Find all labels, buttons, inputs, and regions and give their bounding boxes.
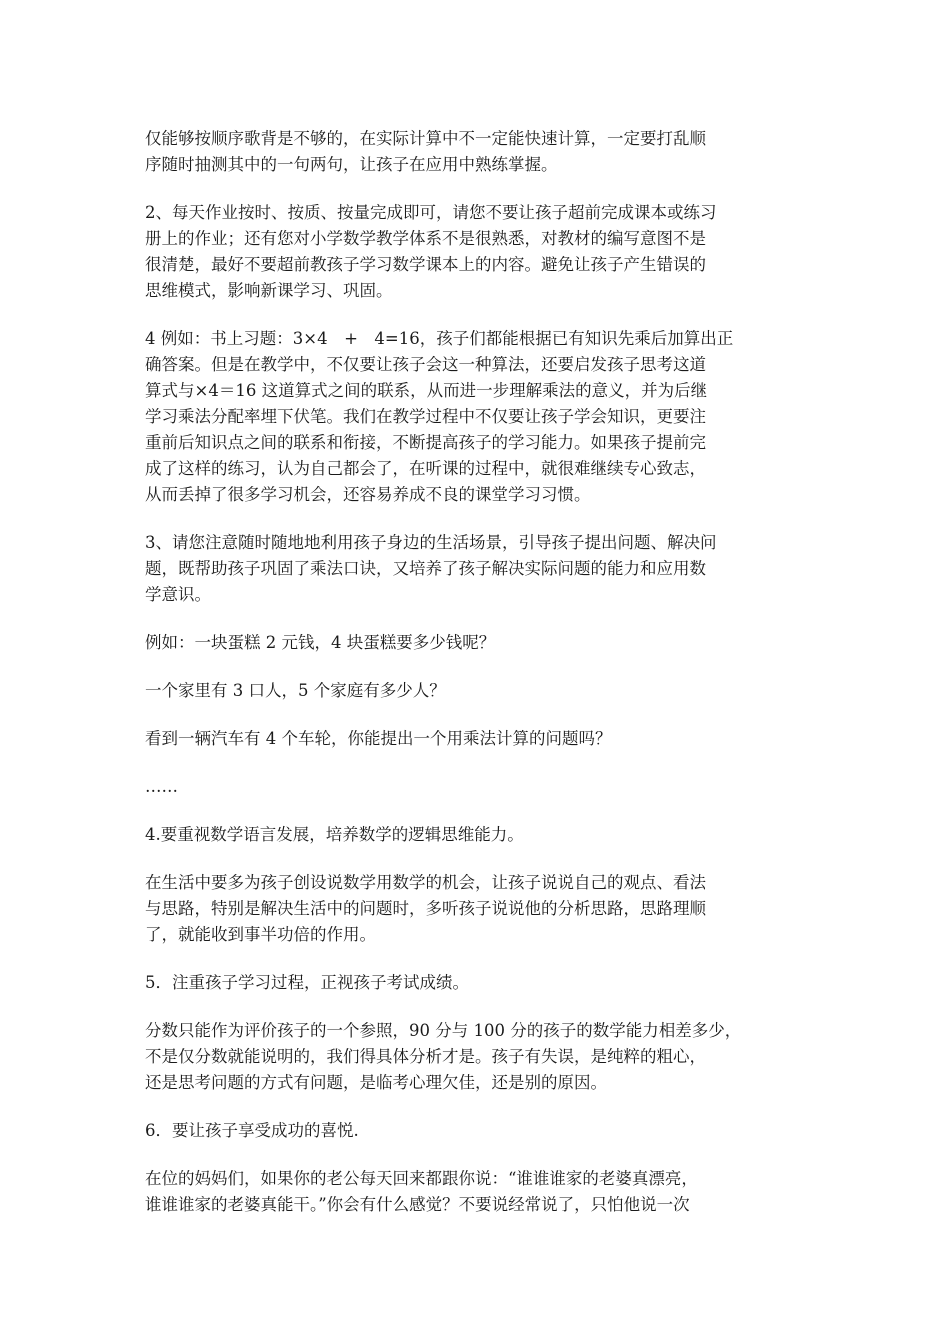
paragraph (145, 822, 810, 848)
text-line: 与思路，特别是解决生活中的问题时，多听孩子说说他的分析思路，思路理顺 (145, 899, 706, 918)
text-line: 从而丢掉了很多学习机会，还容易养成不良的课堂学习习惯。 (145, 485, 591, 504)
paragraph (145, 726, 810, 752)
paragraph (145, 870, 810, 948)
text-line: 谁谁谁家的老婆真能干。”你会有什么感觉？不要说经常说了，只怕他说一次 (145, 1195, 690, 1214)
text-line: 题，既帮助孩子巩固了乘法口诀，又培养了孩子解决实际问题的能力和应用数 (145, 559, 706, 578)
paragraph (145, 774, 810, 800)
paragraph (145, 1166, 810, 1218)
paragraph (145, 630, 810, 656)
paragraph (145, 326, 810, 508)
paragraph (145, 1018, 810, 1096)
text-line: 例如：一块蛋糕 2 元钱，4 块蛋糕要多少钱呢？ (145, 633, 496, 652)
document-body (145, 126, 810, 1240)
text-line: 3、请您注意随时随地地利用孩子身边的生活场景，引导孩子提出问题、解决问 (145, 533, 717, 552)
text-line: 2、每天作业按时、按质、按量完成即可，请您不要让孩子超前完成课本或练习 (145, 203, 717, 222)
text-line: 6．要让孩子享受成功的喜悦. (145, 1121, 359, 1140)
paragraph (145, 970, 810, 996)
text-line: 仅能够按顺序歌背是不够的，在实际计算中不一定能快速计算，一定要打乱顺 (145, 129, 706, 148)
paragraph (145, 200, 810, 304)
text-line: 还是思考问题的方式有问题，是临考心理欠佳，还是别的原因。 (145, 1073, 607, 1092)
text-line: 分数只能作为评价孩子的一个参照，90 分与 100 分的孩子的数学能力相差多少， (145, 1021, 742, 1040)
text-line: 了，就能收到事半功倍的作用。 (145, 925, 376, 944)
text-line: 5．注重孩子学习过程，正视孩子考试成绩。 (145, 973, 469, 992)
paragraph (145, 1118, 810, 1144)
text-line: 重前后知识点之间的联系和衔接，不断提高孩子的学习能力。如果孩子提前完 (145, 433, 706, 452)
text-line: 4 例如：书上习题：3×4 + 4=16，孩子们都能根据已有知识先乘后加算出正 (145, 329, 734, 348)
text-line: 算式与×4＝16 这道算式之间的联系，从而进一步理解乘法的意义，并为后继 (145, 381, 708, 400)
text-line: 看到一辆汽车有 4 个车轮，你能提出一个用乘法计算的问题吗？ (145, 729, 612, 748)
text-line: 确答案。但是在教学中，不仅要让孩子会这一种算法，还要启发孩子思考这道 (145, 355, 706, 374)
text-line: …… (145, 777, 178, 796)
text-line: 不是仅分数就能说明的，我们得具体分析才是。孩子有失误，是纯粹的粗心， (145, 1047, 706, 1066)
paragraph (145, 126, 810, 178)
text-line: 思维模式，影响新课学习、巩固。 (145, 281, 393, 300)
text-line: 成了这样的练习，认为自己都会了，在听课的过程中，就很难继续专心致志， (145, 459, 706, 478)
text-line: 很清楚，最好不要超前教孩子学习数学课本上的内容。避免让孩子产生错误的 (145, 255, 706, 274)
text-line: 学习乘法分配率埋下伏笔。我们在教学过程中不仅要让孩子学会知识，更要注 (145, 407, 706, 426)
text-line: 册上的作业；还有您对小学数学教学体系不是很熟悉，对教材的编写意图不是 (145, 229, 706, 248)
text-line: 学意识。 (145, 585, 211, 604)
text-line: 序随时抽测其中的一句两句，让孩子在应用中熟练掌握。 (145, 155, 558, 174)
paragraph (145, 530, 810, 608)
text-line: 一个家里有 3 口人，5 个家庭有多少人？ (145, 681, 446, 700)
text-line: 在生活中要多为孩子创设说数学用数学的机会，让孩子说说自己的观点、看法 (145, 873, 706, 892)
paragraph (145, 678, 810, 704)
text-line: 4.要重视数学语言发展，培养数学的逻辑思维能力。 (145, 825, 524, 844)
text-line: 在位的妈妈们，如果你的老公每天回来都跟你说：“谁谁谁家的老婆真漂亮， (145, 1169, 698, 1188)
